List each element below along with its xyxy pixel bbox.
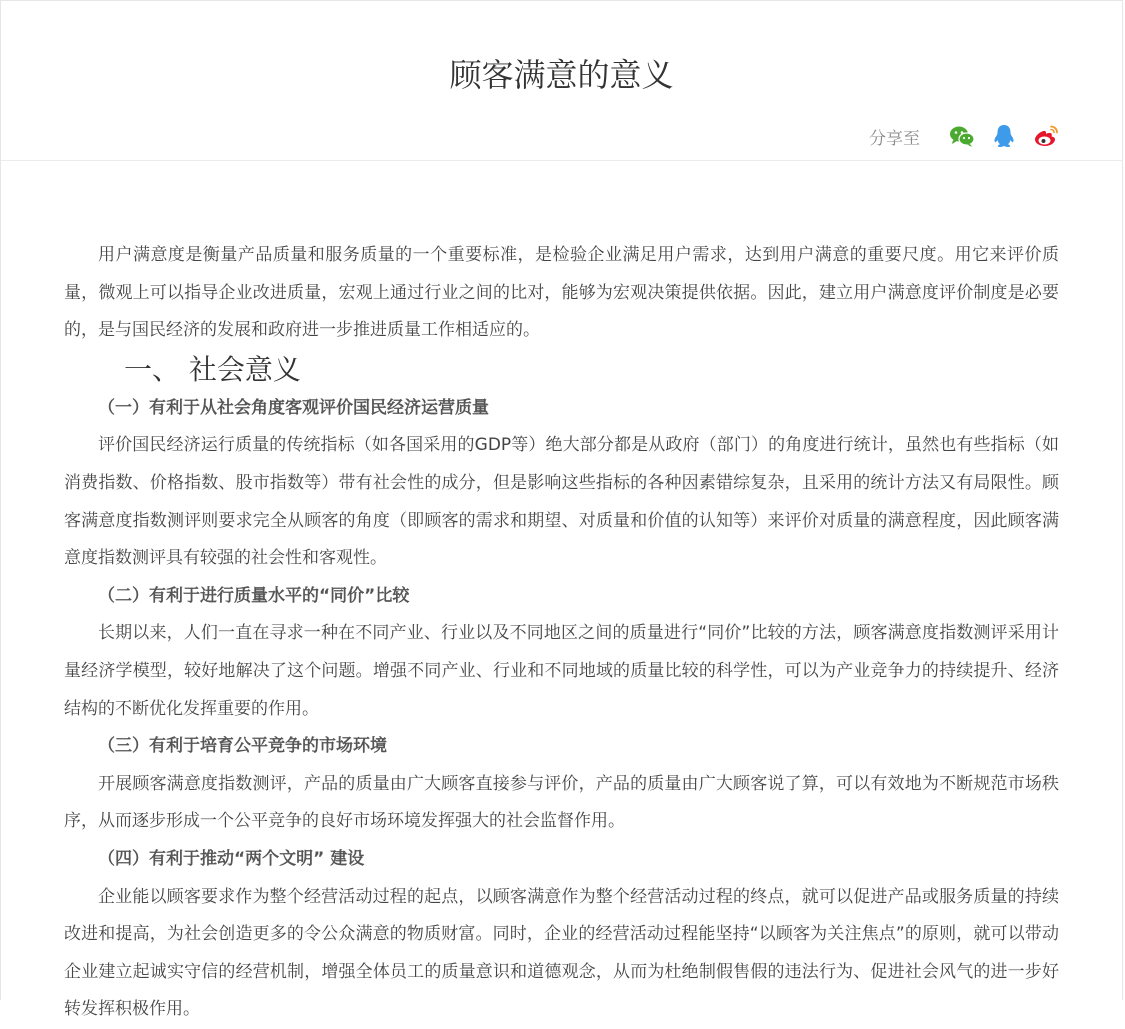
weibo-icon[interactable] <box>1032 122 1060 150</box>
sub-heading: （二）有利于进行质量水平的“同价”比较 <box>98 585 410 606</box>
page-title: 顾客满意的意义 <box>449 56 674 94</box>
article-body <box>1 161 1122 1029</box>
body-paragraph: 长期以来，人们一直在寻求一种在不同产业、行业以及不同地区之间的质量进行“同价”比较的方法，顾客满意度指数测评采用计量经济学模型，较好地解决了这个问题。增强不同产业、行业和不同地域的质量比较的科学性，可以为产业竞争力的持续提升、经济结构的不断优化发挥重要的作用。 <box>64 623 1059 719</box>
sub-heading: （一）有利于从社会角度客观评价国民经济运营质量 <box>98 397 489 418</box>
qq-icon[interactable] <box>990 122 1018 150</box>
body-paragraph: 评价国民经济运行质量的传统指标（如各国采用的GDP等）绝大部分都是从政府（部门）的角度进行统计，虽然也有些指标（如消费指数、价格指数、股市指数等）带有社会性的成分，但是影响这些指标的各种因素错综复杂，且采用的统计方法又有局限性。顾客满意度指数测评则要求完全从顾客的角度（即顾客的需求和期望、对质量和价值的认知等）来评价对质量的满意程度，因此顾客满意度指数测评具有较强的社会性和客观性。 <box>64 435 1059 569</box>
wechat-icon[interactable] <box>948 122 976 150</box>
body-paragraph: 企业能以顾客要求作为整个经营活动过程的起点，以顾客满意作为整个经营活动过程的终点，就可以促进产品或服务质量的持续改进和提高，为社会创造更多的令公众满意的物质财富。同时，企业的经营活动过程能坚持“以顾客为关注焦点”的原则，就可以带动企业建立起诚实守信的经营机制，增强全体员工的质量意识和道德观念，从而为杜绝制假售假的违法行为、促进社会风气的进一步好转发挥积极作用。 <box>64 886 1059 1020</box>
sub-heading: （四）有利于推动“两个文明” 建设 <box>98 848 365 869</box>
share-label: 分享至 <box>869 128 920 149</box>
intro-paragraph: 用户满意度是衡量产品质量和服务质量的一个重要标准，是检验企业满足用户需求，达到用户满意的重要尺度。用它来评价质量，微观上可以指导企业改进质量，宏观上通过行业之间的比对，能够为宏观决策提供依据。因此，建立用户满意度评价制度是必要的，是与国民经济的发展和政府进一步推进质量工作相适应的。 <box>64 245 1059 341</box>
sub-heading: （三）有利于培育公平竞争的市场环境 <box>98 736 387 757</box>
section-heading: 一、 社会意义 <box>124 352 301 386</box>
body-paragraph: 开展顾客满意度指数测评，产品的质量由广大顾客直接参与评价，产品的质量由广大顾客说了算，可以有效地为不断规范市场秩序，从而逐步形成一个公平竞争的良好市场环境发挥强大的社会监督作用。 <box>64 773 1059 832</box>
share-bar <box>869 121 1060 151</box>
article-header <box>1 1 1122 161</box>
